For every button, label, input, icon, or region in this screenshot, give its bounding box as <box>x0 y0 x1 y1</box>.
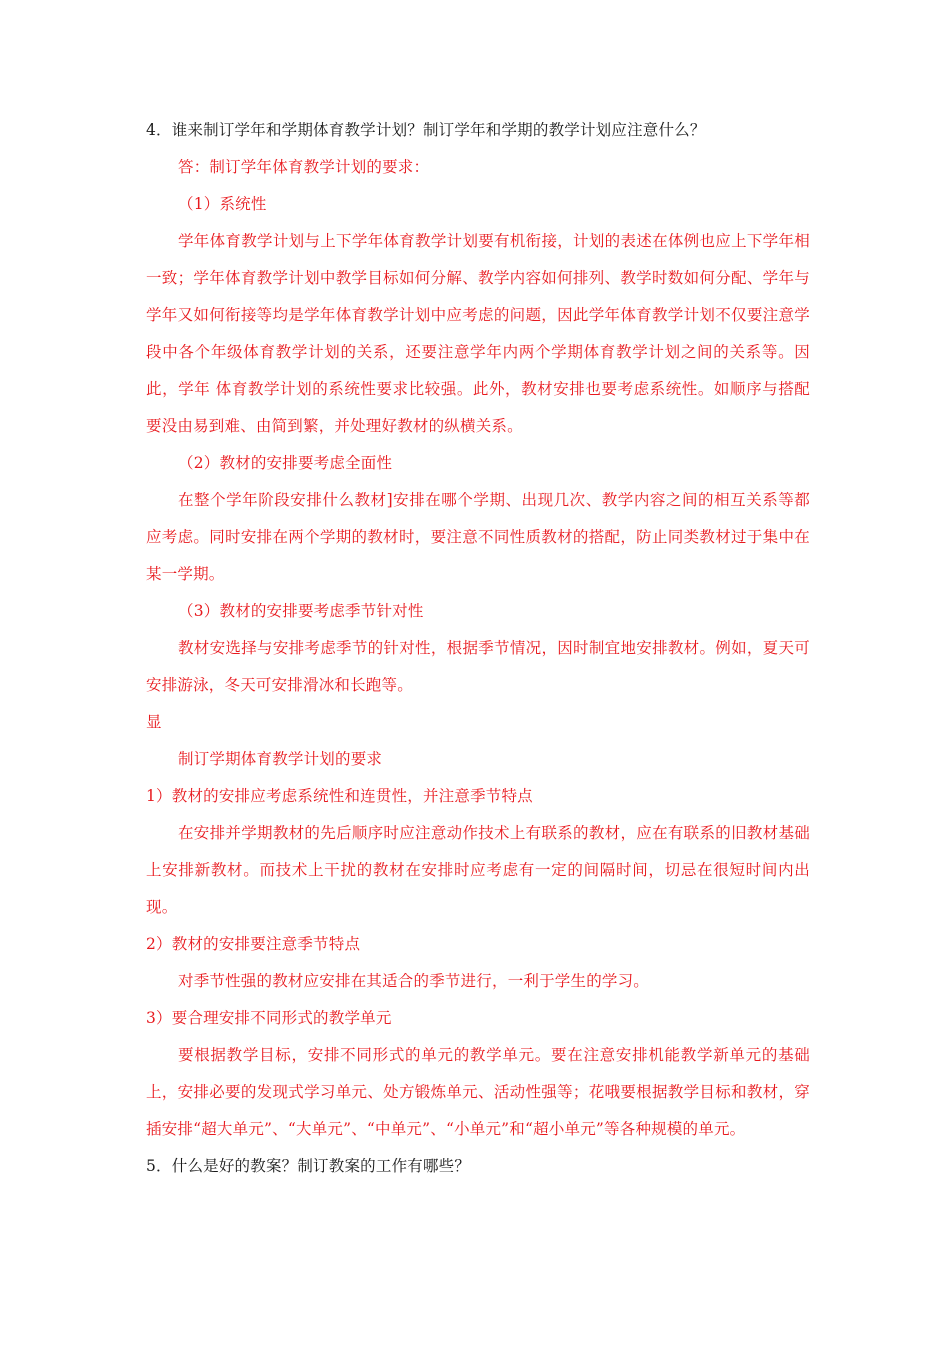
semester-plan-item1-body: 在安排并学期教材的先后顺序时应注意动作技术上有联系的教材，应在有联系的旧教材基础上安排新教材。而技术上干扰的教材在安排时应考虑有一定的间隔时间，切忌在很短时间内出现。 <box>146 824 810 916</box>
semester-plan-item3-title: 3）要合理安排不同形式的教学单元 <box>146 1009 392 1027</box>
year-plan-item2-title: （2）教材的安排要考虑全面性 <box>178 454 393 472</box>
year-plan-item1-body: 学年体育教学计划与上下学年体育教学计划要有机衔接，计划的表述在体例也应上下学年相一致；学年体育教学计划中教学目标如何分解、教学内容如何排列、教学时数如何分配、学年与学年又如何衔接等均是学年体育教学计划中应考虑的问题，因此学年体育教学计划不仅要注意学段中各个年级体育教学计划的关系，还要注意学年内两个学期体育教学计划之间的关系等。因此，学年 体育教学计划的系统性要求比较强。此外，教材安排也要考虑系统性。如顺序与搭配要没由易到难、由简到繁，并处理好教材的纵横关系。 <box>146 232 810 435</box>
year-plan-item3-body: 教材安选择与安排考虑季节的针对性，根据季节情况，因时制宜地安排教材。例如，夏天可安排游泳，冬天可安排滑冰和长跑等。 <box>146 639 810 694</box>
year-plan-item1-title: （1）系统性 <box>178 195 267 213</box>
year-plan-item2-body: 在整个学年阶段安排什么教材]安排在哪个学期、出现几次、教学内容之间的相互关系等都应考虑。同时安排在两个学期的教材时，要注意不同性质教材的搭配，防止同类教材过于集中在某一学期。 <box>146 491 810 583</box>
question-4: 4．谁来制订学年和学期体育教学计划？制订学年和学期的教学计划应注意什么？ <box>146 121 706 139</box>
document-page <box>146 112 810 1185</box>
stray-character: 显 <box>146 713 162 731</box>
answer-intro: 答：制订学年体育教学计划的要求： <box>178 158 430 176</box>
year-plan-item3-title: （3）教材的安排要考虑季节针对性 <box>178 602 424 620</box>
question-5: 5．什么是好的教案？制订教案的工作有哪些？ <box>146 1157 471 1175</box>
semester-plan-heading: 制订学期体育教学计划的要求 <box>178 750 383 768</box>
semester-plan-item2-body: 对季节性强的教材应安排在其适合的季节进行，一利于学生的学习。 <box>178 972 650 990</box>
semester-plan-item2-title: 2）教材的安排要注意季节特点 <box>146 935 361 953</box>
semester-plan-item1-title: 1）教材的安排应考虑系统性和连贯性，并注意季节特点 <box>146 787 533 805</box>
semester-plan-item3-body: 要根据教学目标，安排不同形式的单元的教学单元。要在注意安排机能教学新单元的基础上，安排必要的发现式学习单元、处方锻炼单元、活动性强等；花哦要根据教学目标和教材，穿插安排“超大单元”、“大单元”、“中单元”、“小单元”和“超小单元”等各种规模的单元。 <box>146 1046 810 1138</box>
